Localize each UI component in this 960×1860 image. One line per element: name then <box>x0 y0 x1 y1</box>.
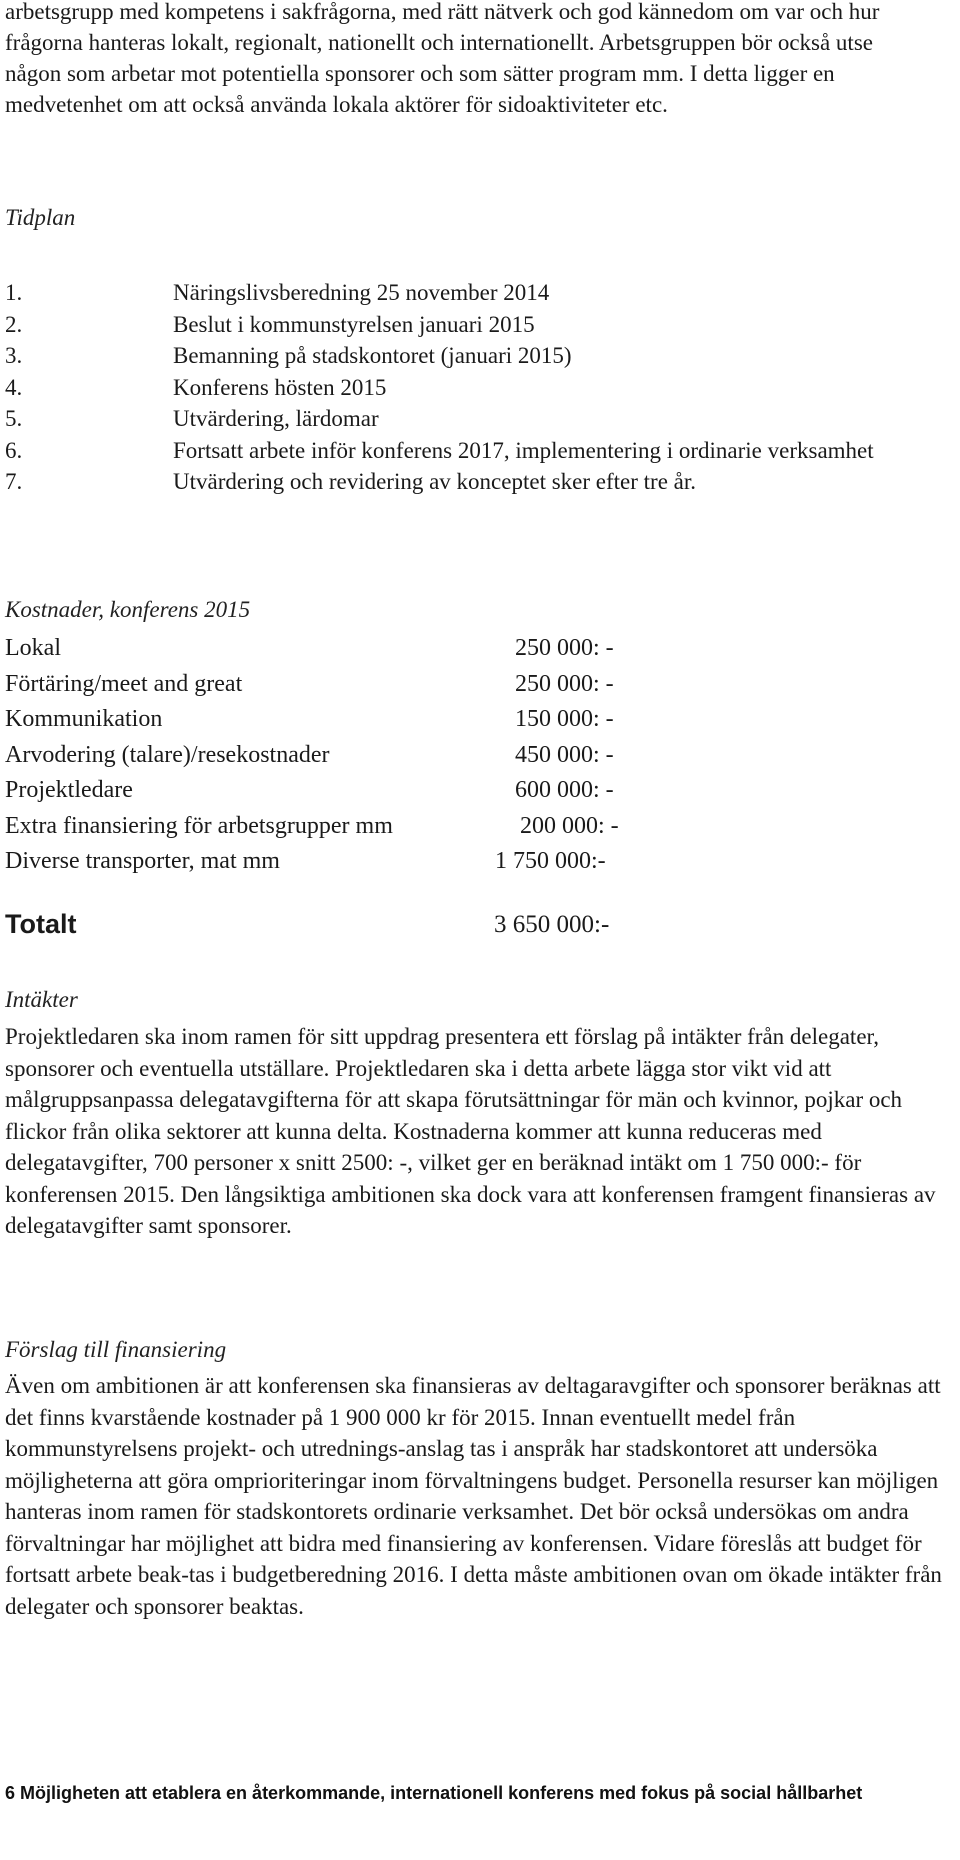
tidplan-item <box>5 466 905 498</box>
tidplan-item-number: 4. <box>5 374 23 400</box>
tidplan-item <box>5 340 905 372</box>
tidplan-item-number: 7. <box>5 469 23 494</box>
cost-row <box>5 809 705 845</box>
page-footer: 6 Möjligheten att etablera en återkommande, internationell konferens med fokus på social hållbarhet <box>5 1783 863 1803</box>
tidplan-item-text: Utvärdering och revidering av konceptet sker efter tre år. <box>173 469 697 494</box>
tidplan-item-text: Beslut i kommunstyrelsen januari 2015 <box>173 311 535 337</box>
cost-total-row <box>5 909 705 949</box>
cost-amount: 450 000: - <box>515 741 614 768</box>
tidplan-item <box>5 435 905 467</box>
tidplan-heading: Tidplan <box>5 205 76 230</box>
cost-row <box>5 738 705 774</box>
tidplan-item-text: Konferens hösten 2015 <box>173 374 387 400</box>
tidplan-item <box>5 372 905 404</box>
total-label: Totalt <box>5 909 77 939</box>
cost-amount: 250 000: - <box>515 635 614 661</box>
cost-amount: 1 750 000:- <box>495 848 606 874</box>
forslag-paragraph: Även om ambitionen är att konferensen ska finansieras av deltagaravgifter och sponsorer beräknas att det finns kvarstående kostnader på 1 900 000 kr för 2015. Innan eventuellt medel från kommunstyrelsens projekt- och utrednings-anslag tas i anspråk har stadskontoret att undersöka möjligheterna att göra omprioriteringar inom förvaltningens budget. Personella resurser kan möjligen hanteras inom ramen för stadskontorets ordinarie verksamhet. Det bör också undersökas om andra förvaltningar har möjlighet att bidra med finansiering av konferensen. Vidare föreslås att budget för fortsatt arbete beak-tas i budgetberedning 2016. I detta måste ambitionen ovan om ökade intäkter från delegater och sponsorer beaktas. <box>5 1373 942 1619</box>
tidplan-item-number: 2. <box>5 311 23 337</box>
cost-row <box>5 702 705 738</box>
tidplan-list <box>5 277 905 498</box>
cost-label: Arvodering (talare)/resekostnader <box>5 741 330 768</box>
intakter-paragraph: Projektledaren ska inom ramen för sitt uppdrag presentera ett förslag på intäkter från delegater, sponsorer och eventuella utställare. Projektledaren ska i detta arbete lägga stor vikt vid att målgruppsanpassa delegatavgifterna för att skapa förutsättningar för män och kvinnor, pojkar och flickor från olika sektorer att kunna delta. Kostnaderna kommer att kunna reduceras med delegatavgifter, 700 personer x snitt 2500: -, vilket ger en beräknad intäkt om 1 750 000:- för konferensen 2015. Den långsiktiga ambitionen ska dock vara att konferensen framgent finansieras av delegatavgifter samt sponsorer. <box>5 1024 936 1238</box>
tidplan-item-number: 5. <box>5 406 23 431</box>
kostnader-heading: Kostnader, konferens 2015 <box>5 597 251 622</box>
cost-label: Projektledare <box>5 777 133 803</box>
cost-amount: 200 000: - <box>520 812 619 839</box>
cost-table <box>5 631 705 880</box>
cost-row <box>5 631 705 667</box>
intakter-heading: Intäkter <box>5 987 78 1012</box>
tidplan-item-number: 3. <box>5 343 23 368</box>
tidplan-item <box>5 403 905 435</box>
cost-label: Förtäring/meet and great <box>5 670 243 697</box>
cost-amount: 600 000: - <box>515 777 614 803</box>
cost-label: Diverse transporter, mat mm <box>5 848 280 874</box>
tidplan-item-number: 1. <box>5 280 23 305</box>
cost-row <box>5 667 705 703</box>
tidplan-item-text: Fortsatt arbete inför konferens 2017, implementering i ordinarie verksamhet <box>173 437 874 463</box>
tidplan-item-number: 6. <box>5 437 23 463</box>
cost-amount: 150 000: - <box>515 706 614 732</box>
forslag-heading: Förslag till finansiering <box>5 1337 227 1362</box>
tidplan-item <box>5 277 905 309</box>
intro-paragraph: arbetsgrupp med kompetens i sakfrågorna, med rätt nätverk och god kännedom om var och hur frågorna hanteras lokalt, regionalt, nationellt och internationellt. Arbetsgruppen bör också utse någon som arbetar mot potentiella sponsorer och som sätter program mm. I detta ligger en medvetenhet om att också använda lokala aktörer för sidoaktiviteter etc. <box>5 0 880 117</box>
tidplan-item-text: Näringslivsberedning 25 november 2014 <box>173 280 550 305</box>
cost-amount: 250 000: - <box>515 670 614 697</box>
cost-label: Extra finansiering för arbetsgrupper mm <box>5 812 393 839</box>
tidplan-item-text: Bemanning på stadskontoret (januari 2015) <box>173 343 572 368</box>
tidplan-item <box>5 309 905 341</box>
cost-row <box>5 773 705 809</box>
tidplan-item-text: Utvärdering, lärdomar <box>173 406 379 431</box>
cost-label: Lokal <box>5 635 61 661</box>
cost-label: Kommunikation <box>5 706 163 732</box>
cost-row <box>5 844 705 880</box>
total-amount: 3 650 000:- <box>494 911 610 938</box>
